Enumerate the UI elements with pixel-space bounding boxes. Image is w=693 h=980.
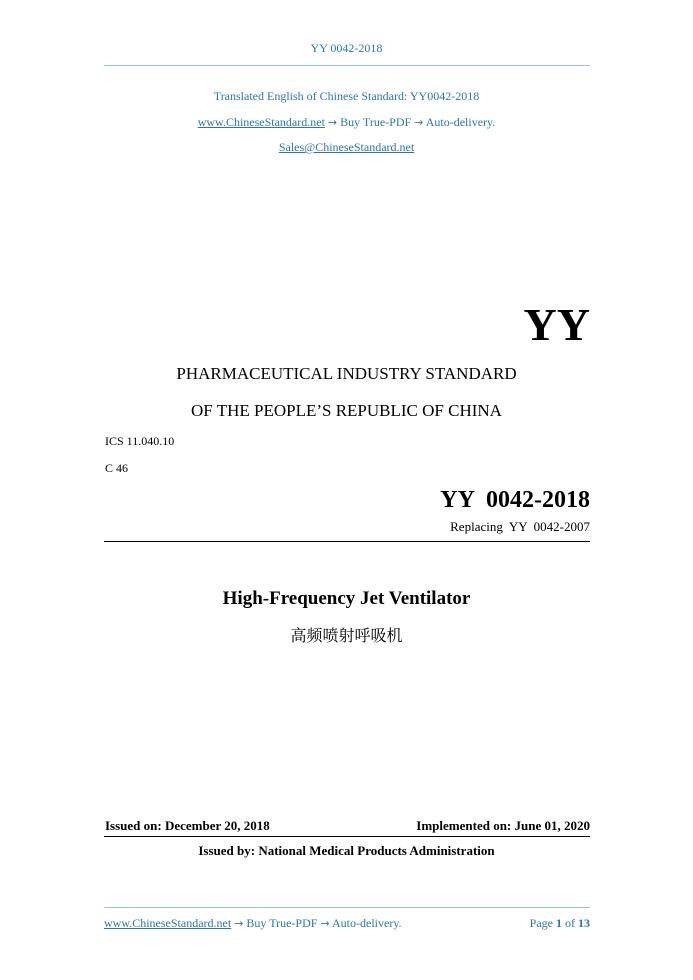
issued-on: Issued on: December 20, 2018 [105, 818, 270, 833]
footer-delivery-text: Auto-delivery. [332, 916, 402, 930]
standard-mark: YY [523, 299, 590, 350]
delivery-text: Auto-delivery. [425, 115, 496, 129]
purchase-line [0, 115, 693, 130]
translation-note-line: Translated English of Chinese Standard: YY0042-2018 [213, 89, 480, 103]
dates-rule [104, 836, 590, 837]
site-link[interactable]: www.ChineseStandard.net [197, 115, 325, 129]
replacing-note: Replacing YY 0042-2007 [450, 519, 590, 534]
standard-category-line1: PHARMACEUTICAL INDUSTRY STANDARD [176, 364, 517, 383]
page-indicator [440, 916, 590, 931]
standard-category-line2: OF THE PEOPLE’S REPUBLIC OF CHINA [191, 401, 502, 420]
email-line [0, 140, 693, 155]
footer-rule [104, 907, 590, 908]
arrow-right-icon: → [327, 116, 338, 129]
ics-code: ICS 11.040.10 [105, 434, 175, 448]
of-word: of [565, 916, 575, 930]
page-total: 13 [578, 916, 590, 930]
document-title-en: High-Frequency Jet Ventilator [222, 588, 471, 609]
document-title-zh: 高频喷射呼吸机 [290, 626, 403, 645]
standard-number: YY 0042-2018 [440, 487, 590, 513]
header-rule [104, 65, 590, 66]
footer-buy-text: Buy True-PDF [246, 916, 318, 930]
email-link[interactable]: Sales@ChineseStandard.net [278, 140, 415, 154]
implemented-on: Implemented on: June 01, 2020 [416, 818, 590, 833]
arrow-right-icon: → [234, 917, 244, 930]
ccs-code: C 46 [105, 461, 129, 475]
issued-by: Issued by: National Medical Products Administration [198, 843, 495, 858]
page-word: Page [529, 916, 553, 930]
page-number: 1 [556, 916, 562, 930]
number-rule [104, 541, 590, 542]
footer-site-link[interactable]: www.ChineseStandard.net [104, 916, 232, 930]
footer-purchase-line [104, 916, 402, 931]
arrow-right-icon: → [320, 917, 330, 930]
arrow-right-icon: → [414, 116, 424, 129]
buy-text: Buy True-PDF [340, 115, 412, 129]
header-code: YY 0042-2018 [310, 41, 383, 55]
